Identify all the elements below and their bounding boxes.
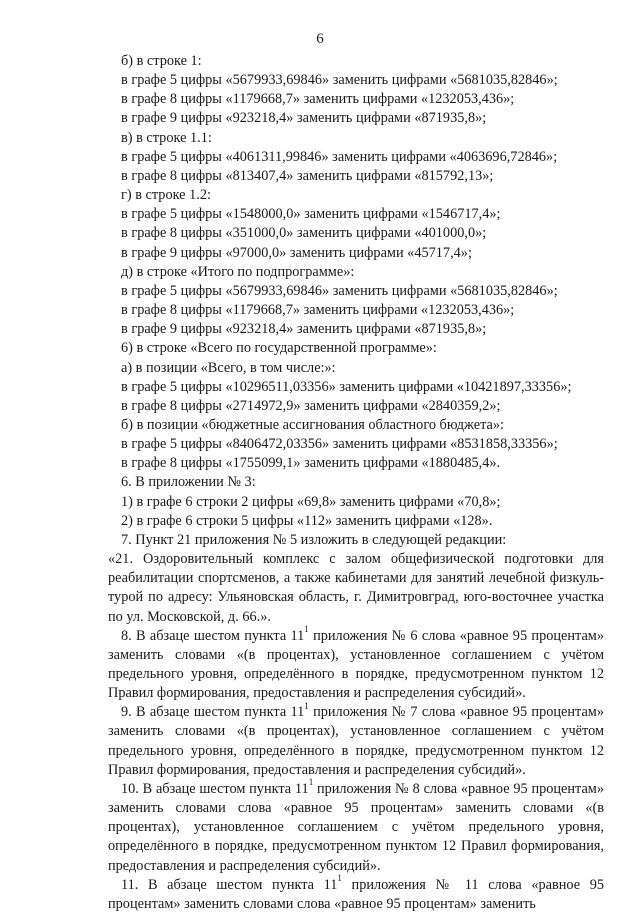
document-body <box>108 52 604 914</box>
text-line: в графе 8 цифры «351000,0» заменить цифрами «401000,0»; <box>121 225 487 242</box>
item-10-lead: 10. В абзаце шестом пункта 11 <box>121 780 309 797</box>
text-line: 6. В приложении № 3: <box>121 474 256 491</box>
text-line: 1) в графе 6 строки 2 цифры «69,8» заменить цифрами «70,8»; <box>121 493 501 510</box>
page-number: 6 <box>316 31 324 47</box>
item-10-superscript: 1 <box>308 777 314 788</box>
text-line: в графе 8 цифры «1755099,1» заменить цифрами «1880485,4». <box>121 455 501 472</box>
text-line: в графе 8 цифры «1179668,7» заменить цифрами «1232053,436»; <box>121 302 515 319</box>
item-11-superscript: 1 <box>337 872 342 883</box>
item-9-text: приложения № 7 слова «равное 95 процентам» заменить словами «(в процентах), установленное соглашением с учётом предельного уровня, определённого в порядке, предусмотренном пунктом 12 Правил формирования, предоставления и распределения субсидий». <box>108 704 604 778</box>
item-8-text: приложения № 6 слова «равное 95 процентам» заменить словами «(в процентах), установленное соглашением с учётом предельного уровня, определённого в порядке, предусмотренном пунктом 12 Правил формирования, предоставления и распределения субсидий». <box>108 627 604 702</box>
text-line: в графе 9 цифры «923218,4» заменить цифрами «871935,8»; <box>121 110 487 127</box>
text-line: в) в строке 1.1: <box>121 129 212 146</box>
paragraph-item-10 <box>108 777 604 876</box>
text-line: д) в строке «Итого по подпрограмме»: <box>121 263 355 280</box>
text-line: в графе 5 цифры «5679933,69846» заменить цифрами «5681035,82846»; <box>121 72 558 89</box>
text-line: б) в позиции «бюджетные ассигнования областного бюджета»: <box>121 416 504 433</box>
paragraph-item-9 <box>108 700 604 780</box>
text-line: в графе 5 цифры «1548000,0» заменить цифрами «1546717,4»; <box>121 206 501 223</box>
item-8-lead: 8. В абзаце шестом пункта 11 <box>121 627 305 644</box>
text-line: в графе 8 цифры «2714972,9» заменить цифрами «2840359,2»; <box>121 397 501 414</box>
item-9-superscript: 1 <box>304 700 309 711</box>
text-line: в графе 9 цифры «97000,0» заменить цифрами «45717,4»; <box>121 244 472 261</box>
text-line: 6) в строке «Всего по государственной программе»: <box>121 340 437 357</box>
quoted-paragraph-21: «21. Оздоровительный комплекс с залом общефизической подготовки для реабилитации спортсменов, а также кабинетами для занятий лечебной физкуль-турой по адресу: Ульяновская область, г. Димитровград, юго-восточнее участка по ул. Московской, д. 66.». <box>108 551 604 625</box>
paragraph-item-11 <box>108 872 604 914</box>
text-line: в графе 9 цифры «923218,4» заменить цифрами «871935,8»; <box>121 321 487 338</box>
item-10-text: приложения № 8 слова «равное 95 процентам» заменить словами слова «равное 95 процентам» заменить словами «(в процентах), установленное соглашением с учётом предельного уровня, определённого в порядке, предусмотренном пунктом 12 Правил формирования, предоставления и распределения субсидий». <box>108 780 604 874</box>
text-line: в графе 5 цифры «8406472,03356» заменить цифрами «8531858,33356»; <box>121 436 558 453</box>
text-line: в графе 5 цифры «10296511,03356» заменить цифрами «10421897,33356»; <box>121 378 572 395</box>
text-line: 7. Пункт 21 приложения № 5 изложить в следующей редакции: <box>121 531 507 548</box>
text-line: в графе 8 цифры «813407,4» заменить цифрами «815792,13»; <box>121 167 494 184</box>
item-8-superscript: 1 <box>304 623 309 634</box>
text-line: б) в строке 1: <box>121 53 202 69</box>
text-line: 2) в графе 6 строки 5 цифры «112» заменить цифрами «128». <box>121 512 493 529</box>
item-9-lead: 9. В абзаце шестом пункта 11 <box>121 704 305 721</box>
item-11-text: приложения № 11 слова «равное 95 процентам» заменить словами слова «равное 95 процентам» заменить <box>108 876 604 912</box>
item-11-lead: 11. В абзаце шестом пункта 11 <box>121 876 338 893</box>
text-line: г) в строке 1.2: <box>121 187 211 204</box>
text-line: в графе 8 цифры «1179668,7» заменить цифрами «1232053,436»; <box>121 91 515 108</box>
text-line: в графе 5 цифры «5679933,69846» заменить цифрами «5681035,82846»; <box>121 282 558 299</box>
text-line: а) в позиции «Всего, в том числе:»: <box>121 359 336 376</box>
text-line: в графе 5 цифры «4061311,99846» заменить цифрами «4063696,72846»; <box>121 148 558 165</box>
paragraph-item-8 <box>108 623 604 704</box>
